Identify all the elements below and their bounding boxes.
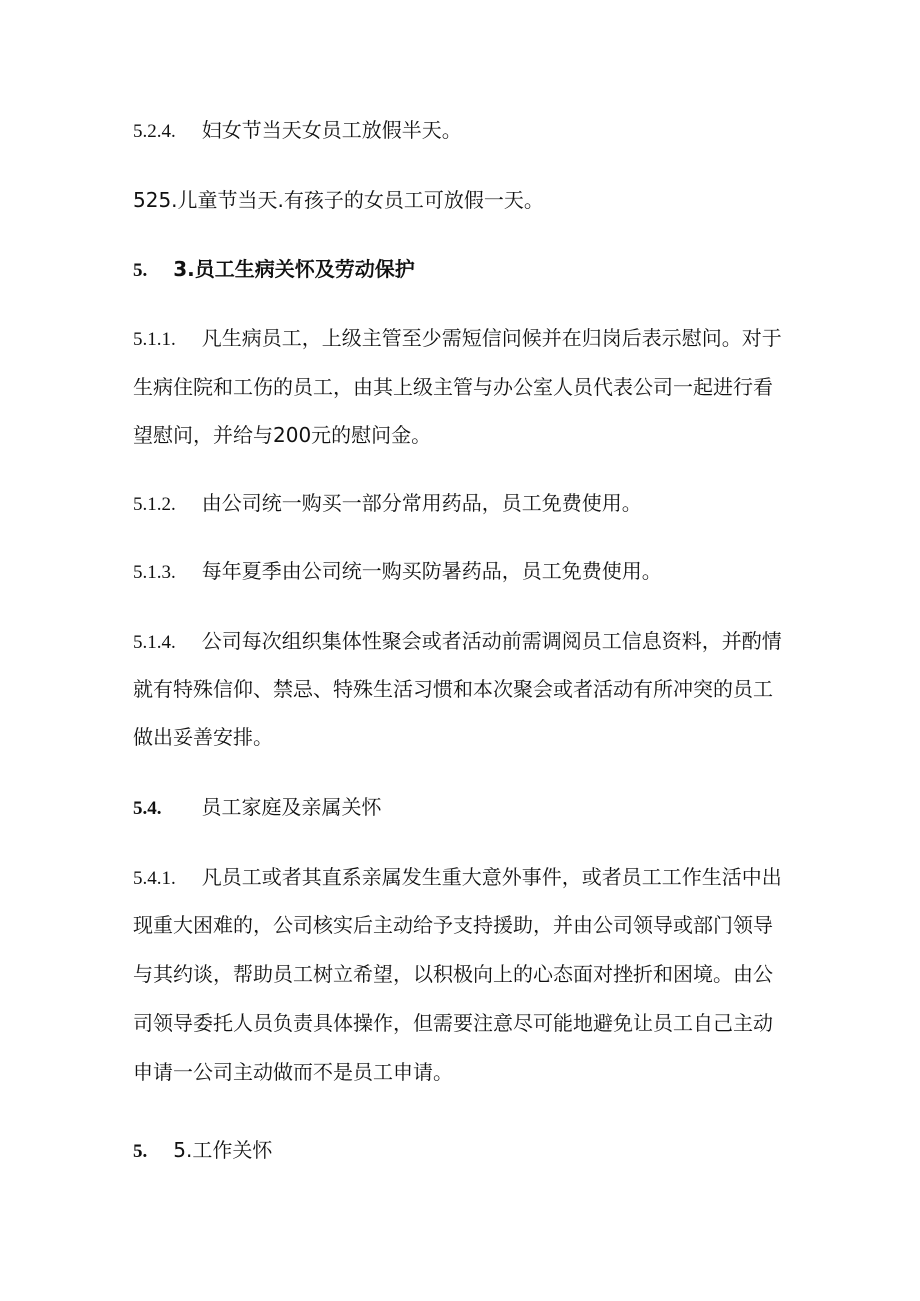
section-title: 员工家庭及亲属关怀 xyxy=(201,795,382,819)
clause-5-1-4-line-1 xyxy=(133,626,793,658)
clause-text: 525.儿童节当天.有孩子的女员工可放假一天。 xyxy=(133,188,544,212)
clause-number: 5.1.1. xyxy=(133,329,176,350)
clause-5-1-1-line-2 xyxy=(133,372,793,402)
clause-text: 凡生病员工，上级主管至少需短信问候并在归岗后表示慰问。对于 xyxy=(201,326,782,350)
section-5-4-heading xyxy=(133,792,793,824)
section-title: 3.员工生病关怀及劳动保护 xyxy=(173,257,415,281)
clause-text: 与其约谈，帮助员工树立希望，以积极向上的心态面对挫折和困境。由公 xyxy=(133,962,773,986)
clause-5-1-3 xyxy=(133,556,793,588)
clause-number: 5.1.4. xyxy=(133,632,176,653)
clause-text: 妇女节当天女员工放假半天。 xyxy=(201,118,462,142)
clause-number: 5.1.3. xyxy=(133,562,176,583)
clause-5-1-1-line-3 xyxy=(133,420,793,450)
section-number: 5. xyxy=(133,1141,148,1162)
section-5-5-heading xyxy=(133,1135,793,1167)
clause-text: 由公司统一购买一部分常用药品，员工免费使用。 xyxy=(201,491,642,515)
clause-5-4-1-line-3 xyxy=(133,959,793,989)
section-5-3-heading xyxy=(133,254,793,286)
clause-number: 5.4.1. xyxy=(133,868,176,889)
clause-text: 就有特殊信仰、禁忌、特殊生活习惯和本次聚会或者活动有所冲突的员工 xyxy=(133,677,773,701)
clause-text: 司领导委托人员负责具体操作，但需要注意尽可能地避免让员工自己主动 xyxy=(133,1011,773,1035)
clause-5-4-1-line-1 xyxy=(133,862,793,894)
clause-text: 现重大困难的，公司核实后主动给予支持援助，并由公司领导或部门领导 xyxy=(133,913,773,937)
clause-text: 公司每次组织集体性聚会或者活动前需调阅员工信息资料，并酌情 xyxy=(201,629,782,653)
clause-5-2-5 xyxy=(133,185,793,215)
clause-5-4-1-line-5 xyxy=(133,1057,793,1087)
section-title: 5.工作关怀 xyxy=(173,1138,273,1162)
clause-5-1-4-line-2 xyxy=(133,674,793,704)
clause-5-1-4-line-3 xyxy=(133,722,793,752)
clause-text: 凡员工或者其直系亲属发生重大意外事件，或者员工工作生活中出 xyxy=(201,865,782,889)
clause-number: 5.2.4. xyxy=(133,121,176,142)
clause-text: 生病住院和工伤的员工，由其上级主管与办公室人员代表公司一起进行看 xyxy=(133,375,773,399)
clause-text: 每年夏季由公司统一购买防暑药品，员工免费使用。 xyxy=(201,559,662,583)
clause-5-1-2 xyxy=(133,488,793,520)
section-number: 5. xyxy=(133,260,148,281)
clause-5-1-1-line-1 xyxy=(133,323,793,355)
clause-5-2-4 xyxy=(133,115,793,147)
clause-text: 申请一公司主动做而不是员工申请。 xyxy=(133,1060,453,1084)
clause-text: 望慰问，并给与200元的慰问金。 xyxy=(133,423,432,447)
section-number: 5.4. xyxy=(133,798,162,819)
clause-5-4-1-line-2 xyxy=(133,910,793,940)
clause-text: 做出妥善安排。 xyxy=(133,725,273,749)
clause-number: 5.1.2. xyxy=(133,494,176,515)
clause-5-4-1-line-4 xyxy=(133,1008,793,1038)
